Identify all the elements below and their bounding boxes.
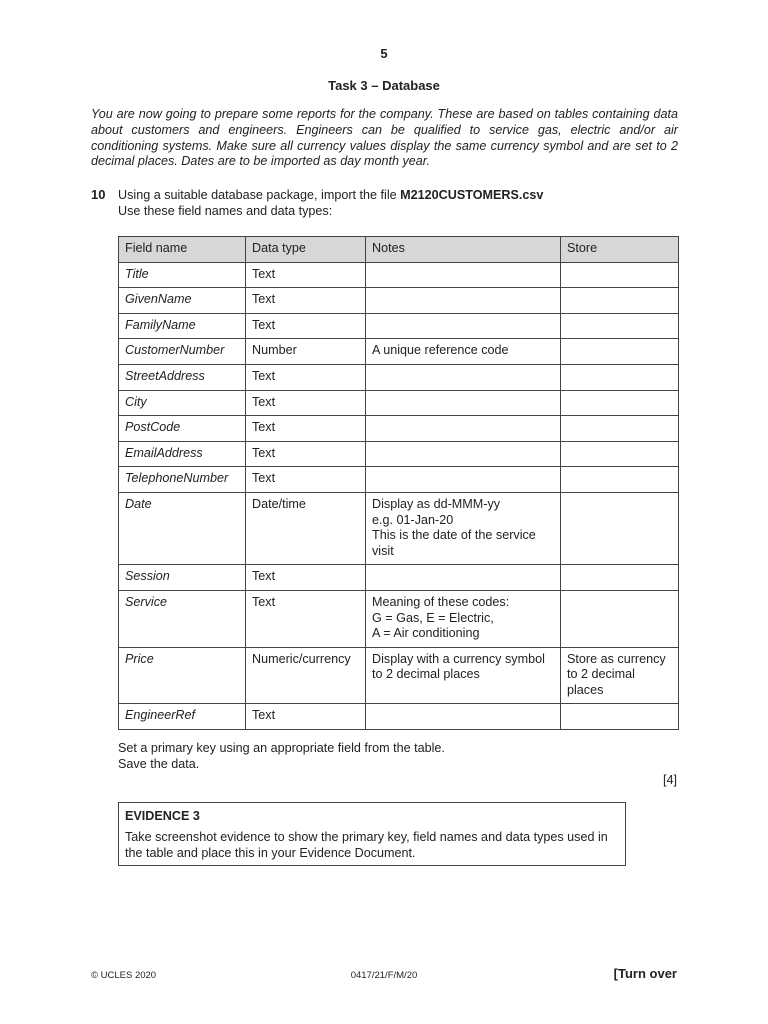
intro-paragraph: You are now going to prepare some reports for the company. These are based on tables containing data about customers and engineers. Engineers can be qualified to service gas, electric and/or air conditioning systems. Make sure all currency values display the same currency symbol and are set to 2 decimal places. Dates are to be imported as day month year. (91, 107, 678, 169)
marks-allocation: [4] (662, 773, 677, 787)
table-body (119, 262, 679, 729)
field-name-cell: EmailAddress (119, 441, 246, 467)
primary-key-instruction: Set a primary key using an appropriate field from the table. (118, 741, 445, 755)
notes-cell: Display as dd-MMM-yy e.g. 01-Jan-20 This is the date of the service visit (366, 492, 561, 564)
save-instruction: Save the data. (118, 757, 200, 771)
question-instruction-text: Using a suitable database package, import the file (118, 188, 401, 202)
header-field-name: Field name (119, 237, 246, 263)
store-cell (561, 704, 679, 730)
header-data-type: Data type (246, 237, 366, 263)
evidence-title: EVIDENCE 3 (125, 809, 200, 823)
data-type-cell: Text (246, 565, 366, 591)
store-cell (561, 565, 679, 591)
notes-cell (366, 565, 561, 591)
data-type-cell: Text (246, 288, 366, 314)
task-title: Task 3 – Database (328, 78, 440, 93)
page-number: 5 (380, 46, 388, 61)
notes-cell (366, 288, 561, 314)
data-type-cell: Text (246, 390, 366, 416)
table-row (119, 590, 679, 647)
field-name-cell: Date (119, 492, 246, 564)
data-type-cell: Date/time (246, 492, 366, 564)
field-name-cell: TelephoneNumber (119, 467, 246, 493)
data-type-cell: Text (246, 313, 366, 339)
field-definitions-table (118, 236, 679, 730)
store-cell (561, 262, 679, 288)
store-cell: Store as currency to 2 decimal places (561, 647, 679, 704)
field-name-cell: GivenName (119, 288, 246, 314)
notes-cell (366, 262, 561, 288)
table-row (119, 467, 679, 493)
table-row (119, 339, 679, 365)
store-cell (561, 590, 679, 647)
evidence-text: Take screenshot evidence to show the primary key, field names and data types used in the table and place this in your Evidence Document. (125, 830, 608, 860)
notes-cell (366, 467, 561, 493)
table-row (119, 704, 679, 730)
evidence-box (118, 802, 626, 866)
footer-turn-over: [Turn over (613, 966, 677, 981)
data-type-cell: Number (246, 339, 366, 365)
header-notes: Notes (366, 237, 561, 263)
footer-paper-code: 0417/21/F/M/20 (350, 970, 418, 981)
field-name-cell: EngineerRef (119, 704, 246, 730)
notes-cell (366, 704, 561, 730)
store-cell (561, 416, 679, 442)
field-name-cell: StreetAddress (119, 364, 246, 390)
question-subinstruction: Use these field names and data types: (118, 204, 333, 218)
table-row (119, 313, 679, 339)
field-name-cell: CustomerNumber (119, 339, 246, 365)
header-store: Store (561, 237, 679, 263)
field-name-cell: PostCode (119, 416, 246, 442)
table-row (119, 262, 679, 288)
store-cell (561, 467, 679, 493)
store-cell (561, 339, 679, 365)
store-cell (561, 441, 679, 467)
table-row (119, 416, 679, 442)
table-row (119, 390, 679, 416)
import-filename: M2120CUSTOMERS.csv (400, 188, 544, 202)
field-name-cell: Title (119, 262, 246, 288)
notes-cell: Display with a currency symbol to 2 decimal places (366, 647, 561, 704)
table-row (119, 364, 679, 390)
data-type-cell: Text (246, 704, 366, 730)
field-name-cell: City (119, 390, 246, 416)
store-cell (561, 313, 679, 339)
table-row (119, 492, 679, 564)
instructions (118, 740, 445, 772)
store-cell (561, 492, 679, 564)
data-type-cell: Text (246, 262, 366, 288)
footer-copyright: © UCLES 2020 (91, 970, 157, 981)
notes-cell (366, 313, 561, 339)
field-name-cell: Session (119, 565, 246, 591)
store-cell (561, 288, 679, 314)
store-cell (561, 364, 679, 390)
notes-cell (366, 416, 561, 442)
data-type-cell: Text (246, 467, 366, 493)
table-row (119, 565, 679, 591)
question-number: 10 (91, 187, 106, 202)
data-type-cell: Text (246, 590, 366, 647)
data-type-cell: Text (246, 441, 366, 467)
notes-cell (366, 364, 561, 390)
table-header-row (119, 237, 679, 263)
question-instruction (118, 187, 543, 203)
notes-cell (366, 441, 561, 467)
table-row (119, 288, 679, 314)
data-type-cell: Text (246, 416, 366, 442)
field-name-cell: FamilyName (119, 313, 246, 339)
table-row (119, 441, 679, 467)
table-row (119, 647, 679, 704)
store-cell (561, 390, 679, 416)
data-type-cell: Text (246, 364, 366, 390)
notes-cell (366, 390, 561, 416)
data-type-cell: Numeric/currency (246, 647, 366, 704)
field-name-cell: Price (119, 647, 246, 704)
notes-cell: A unique reference code (366, 339, 561, 365)
notes-cell: Meaning of these codes: G = Gas, E = Electric, A = Air conditioning (366, 590, 561, 647)
field-name-cell: Service (119, 590, 246, 647)
